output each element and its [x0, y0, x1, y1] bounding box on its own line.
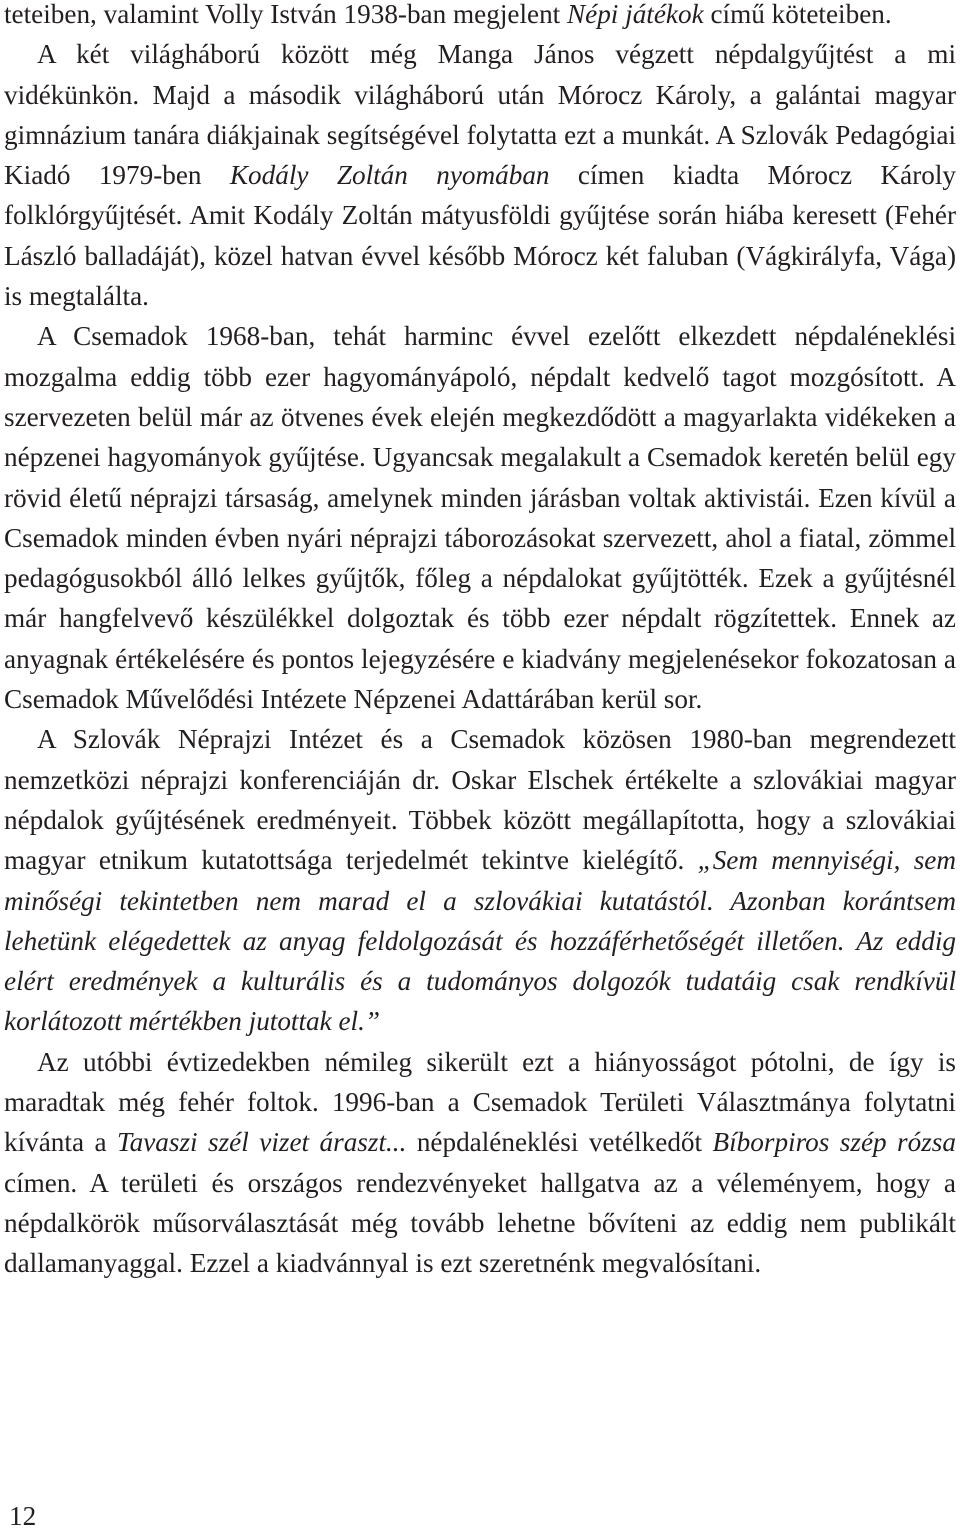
paragraph-3-part-1: A Csemadok 1968-ban, tehát harminc évvel ezelőtt elkezdett népdaléneklési mozgalma eddig több ezer hagyományápoló, népdalt kedvelő tagot mozgósított. A szervezeten belül már az ötvenes évek elején megkezdődött a magyarlakta vidékeken a népzenei hagyományok gyűjtése. Ugyancsak megalakult a Csemadok keretén belül egy rövid életű néprajzi társaság, amelynek minden járásban voltak aktivistái. Ezen kívül a Csemadok minden évben nyári néprajzi táborozásokat szervezett, ahol a fiatal, zömmel pedagógusokból álló lelkes gyűjtők, főleg a népdalokat gyűjtötték. Ezek a gyűjtésnél már hangfelvevő készülékkel dolgoztak és több ezer népdalt rögzítettek. Ennek az anyagnak értékelésére és pontos lejegyzésére e kiadvány megjelenésekor fokozatosan a Csemadok Művelődési Intézete Népzenei Adattárában kerül sor.: [4, 321, 956, 715]
competition-title-biborpiros-szep-rozsa: Bíborpiros szép rózsa: [712, 1127, 956, 1158]
paragraph-3: [4, 316, 956, 719]
paragraph-1-part-1: teteiben, valamint Volly István 1938-ban megjelent: [4, 0, 568, 29]
paragraph-5-part-3: népdaléneklési vetélkedőt: [406, 1127, 713, 1158]
book-title-kodaly-zoltan-nyomaban: Kodály Zoltán nyomában: [229, 160, 550, 191]
paragraph-2-part-3: címen kiadta Mórocz Károly folklórgyűjtését. Amit Kodály Zoltán mátyusföldi gyűjtése során hiába keresett (Fehér László balladáját), közel hatvan évvel később Mórocz két faluban (Vágkirályfa, Vága) is megtalálta.: [4, 160, 956, 312]
page-body: [4, 0, 956, 1284]
paragraph-5: [4, 1042, 956, 1284]
book-title-nepi-jatekok: Népi játékok: [567, 0, 704, 29]
page-number: 12: [9, 1501, 37, 1531]
competition-title-tavaszi-szel: Tavaszi szél vizet áraszt...: [116, 1127, 407, 1158]
paragraph-4-part-1: A Szlovák Néprajzi Intézet és a Csemadok közösen 1980-ban megrendezett nemzetközi néprajzi konferenciáján dr. Oskar Elschek értékelte a szlovákiai magyar népdalok gyűjtésének eredményeit. Többek között megállapította, hogy a szlovákiai magyar etnikum kutatottsága terjedelmét tekintve kielégítő.: [4, 724, 956, 876]
paragraph-1-part-3: című köteteiben.: [703, 0, 892, 29]
paragraph-5-part-5: címen. A területi és országos rendezvényeket hallgatva az a véleményem, hogy a népdalkörök műsorválasztását még tovább lehetne bővíteni az eddig nem publikált dallamanyaggal. Ezzel a kiadvánnyal is ezt szeretnénk megvalósítani.: [4, 1167, 956, 1279]
elschek-quotation: „Sem mennyiségi, sem minőségi tekintetben nem marad el a szlovákiai kutatástól. Azonban korántsem lehetünk elégedettek az anyag feldolgozását és hozzáférhetőségét illetően. Az eddig elért eredmények a kulturális és a tudományos dolgozók tudatáig csak rendkívül korlátozott mértékben jutottak el.”: [4, 845, 956, 1037]
paragraph-2: [4, 34, 956, 316]
paragraph-1: [4, 0, 956, 34]
paragraph-4: [4, 719, 956, 1041]
paragraph-5-part-1: Az utóbbi évtizedekben némileg sikerült ezt a hiányosságot pótolni, de így is maradtak még fehér foltok. 1996-ban a Csemadok Területi Választmánya folytatni kívánta a: [4, 1046, 956, 1158]
paragraph-2-part-1: A két világháború között még Manga János végzett népdalgyűjtést a mi vidékünkön. Majd a második világháború után Mórocz Károly, a galántai magyar gimnázium tanára diákjainak segítségével folytatta ezt a munkát. A Szlovák Pedagógiai Kiadó 1979-ben: [4, 39, 956, 191]
